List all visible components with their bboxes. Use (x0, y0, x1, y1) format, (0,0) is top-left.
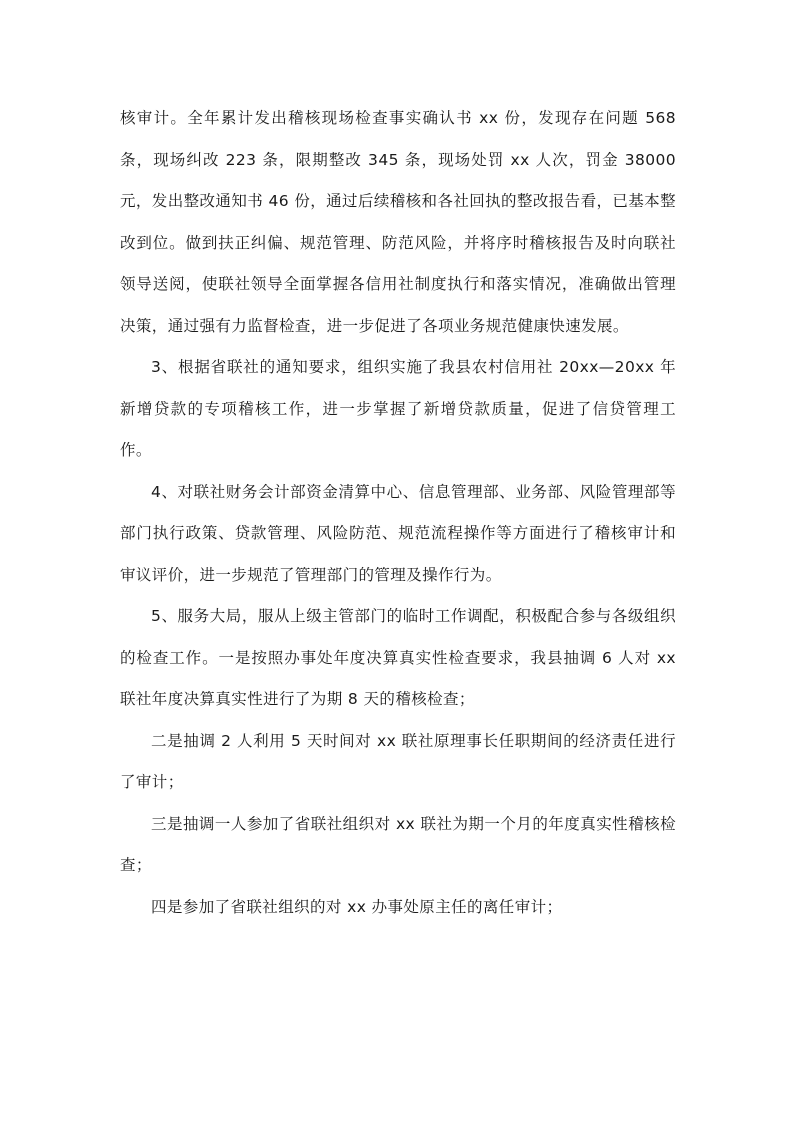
paragraph-third-task: 三是抽调一人参加了省联社组织对 xx 联社为期一个月的年度真实性稽核检查； (120, 814, 676, 874)
paragraph-second-task: 二是抽调 2 人利用 5 天时间对 xx 联社原理事长任职期间的经济责任进行了审计； (120, 731, 676, 791)
paragraph-item-3: 3、根据省联社的通知要求，组织实施了我县农村信用社 20xx—20xx 年新增贷款的专项稽核工作，进一步掌握了新增贷款质量，促进了信贷管理工作。 (120, 358, 676, 459)
document-page (120, 98, 676, 928)
paragraph-item-4: 4、对联社财务会计部资金清算中心、信息管理部、业务部、风险管理部等部门执行政策、贷款管理、风险防范、规范流程操作等方面进行了稽核审计和审议评价，进一步规范了管理部门的管理及操作行为。 (120, 482, 676, 584)
paragraph-fourth-task: 四是参加了省联社组织的对 xx 办事处原主任的离任审计； (151, 897, 563, 916)
paragraph-audit-summary: 核审计。全年累计发出稽核现场检查事实确认书 xx 份，发现存在问题 568 条，现场纠改 223 条，限期整改 345 条，现场处罚 xx 人次，罚金 38000 元，发出整改通知书 46 份，通过后续稽核和各社回执的整改报告看，已基本整改到位。做到扶正纠偏、规范管理、防范风险，并将序时稽核报告及时向联社领导送阅，使联社领导全面掌握各信用社制度执行和落实情况，准确做出管理决策，通过强有力监督检查，进一步促进了各项业务规范健康快速发展。 (120, 109, 676, 335)
paragraph-item-5: 5、服务大局，服从上级主管部门的临时工作调配，积极配合参与各级组织的检查工作。一是按照办事处年度决算真实性检查要求，我县抽调 6 人对 xx 联社年度决算真实性进行了为期 8 天的稽核检查； (120, 607, 676, 708)
